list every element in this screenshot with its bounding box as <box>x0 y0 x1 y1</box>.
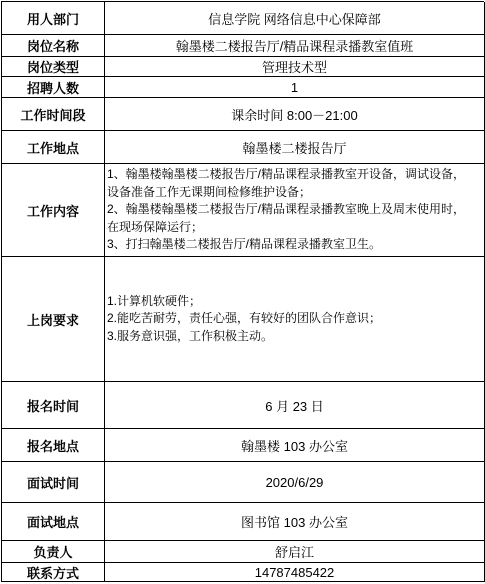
work-content-value <box>105 164 485 257</box>
work-hours-value: 课余时间 8:00－21:00 <box>105 98 485 131</box>
work-content-item: 1、翰墨楼翰墨楼二楼报告厅/精品课程录播教室开设备，调试设备，设备准备工作无课期间检修维护设备； <box>107 167 466 199</box>
contact-person-value: 舒启江 <box>105 541 485 563</box>
interview-place-label: 面试地点 <box>2 503 105 541</box>
interview-place-value: 图书馆 103 办公室 <box>105 503 485 541</box>
interview-time-label: 面试时间 <box>2 462 105 503</box>
work-content-label: 工作内容 <box>2 164 105 257</box>
contact-info-label: 联系方式 <box>2 563 105 582</box>
requirement-item: 2.能吃苦耐劳，责任心强，有较好的团队合作意识； <box>107 311 382 326</box>
work-content-item: 3、打扫翰墨楼二楼报告厅/精品课程录播教室卫生。 <box>107 237 382 251</box>
department-value: 信息学院 网络信息中心保障部 <box>105 2 485 35</box>
requirement-item: 3.服务意识强，工作积极主动。 <box>107 328 274 343</box>
requirements-label: 上岗要求 <box>2 257 105 382</box>
work-location-value: 翰墨楼二楼报告厅 <box>105 131 485 164</box>
registration-time-value: 6 月 23 日 <box>105 382 485 429</box>
headcount-value: 1 <box>105 77 485 98</box>
requirement-item: 1.计算机软硬件； <box>107 293 202 308</box>
interview-time-value: 2020/6/29 <box>105 462 485 503</box>
position-type-value: 管理技术型 <box>105 57 485 77</box>
work-location-label: 工作地点 <box>2 131 105 164</box>
work-content-item: 2、翰墨楼翰墨楼二楼报告厅/精品课程录播教室晚上及周末使用时，在现场保障运行； <box>107 202 466 234</box>
requirements-value <box>105 257 485 382</box>
position-name-label: 岗位名称 <box>2 35 105 57</box>
position-type-label: 岗位类型 <box>2 57 105 77</box>
contact-info-value: 14787485422 <box>105 563 485 582</box>
headcount-label: 招聘人数 <box>2 77 105 98</box>
contact-person-label: 负责人 <box>2 541 105 563</box>
work-hours-label: 工作时间段 <box>2 98 105 131</box>
position-name-value: 翰墨楼二楼报告厅/精品课程录播教室值班 <box>105 35 485 57</box>
department-label: 用人部门 <box>2 2 105 35</box>
job-posting-table <box>1 1 484 582</box>
registration-place-value: 翰墨楼 103 办公室 <box>105 429 485 462</box>
registration-place-label: 报名地点 <box>2 429 105 462</box>
registration-time-label: 报名时间 <box>2 382 105 429</box>
